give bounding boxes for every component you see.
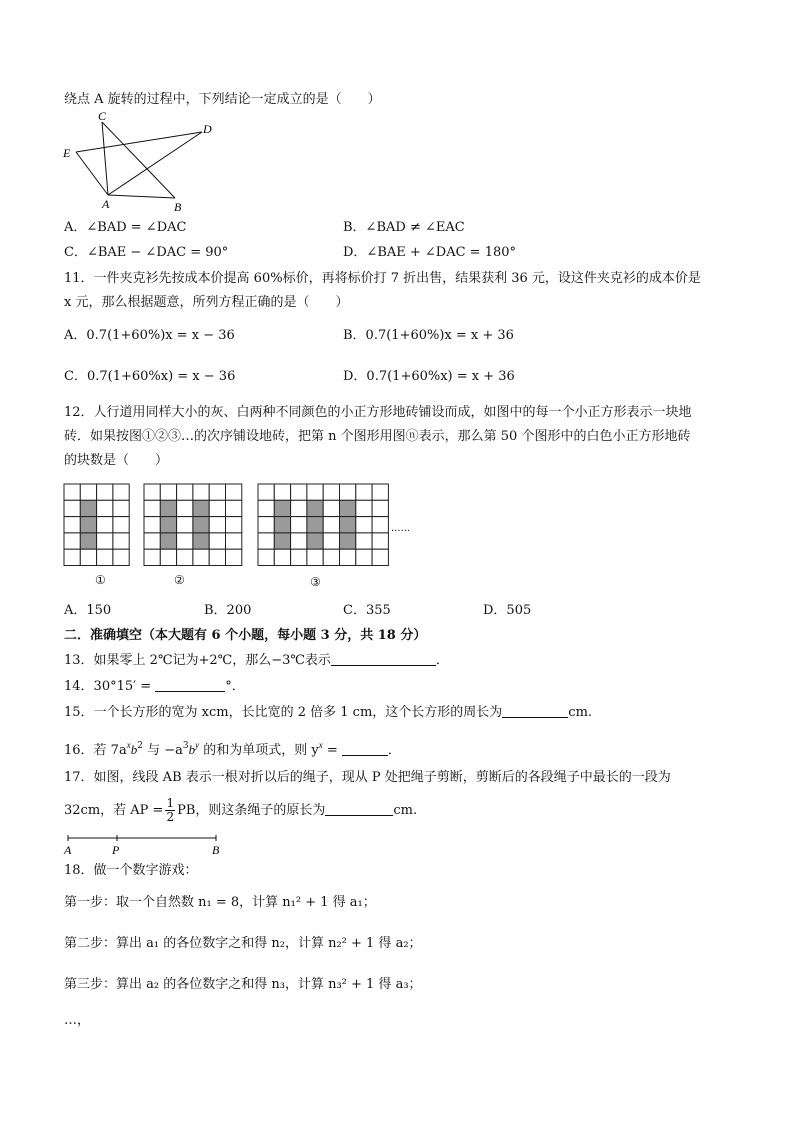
q10-label-a: A bbox=[102, 197, 110, 211]
white-tile bbox=[291, 549, 307, 565]
white-tile bbox=[226, 484, 242, 500]
q16-exp-x: x bbox=[126, 740, 131, 750]
white-tile bbox=[64, 484, 80, 500]
q15-end: cm. bbox=[568, 705, 593, 720]
white-tile bbox=[356, 517, 372, 533]
gray-tile bbox=[307, 500, 323, 516]
q15 bbox=[64, 704, 592, 722]
q16-end: ． bbox=[387, 743, 401, 758]
q10-stem: 绕点 A 旋转的过程中，下列结论一定成立的是（ ） bbox=[64, 92, 381, 107]
white-tile bbox=[97, 517, 113, 533]
white-tile bbox=[291, 517, 307, 533]
white-tile bbox=[144, 500, 160, 516]
white-tile bbox=[64, 517, 80, 533]
white-tile bbox=[340, 484, 356, 500]
gray-tile bbox=[80, 500, 96, 516]
q13-answer-blank[interactable] bbox=[331, 653, 436, 666]
q11-option-d: D．0.7(1+60%x) = x + 36 bbox=[343, 369, 515, 384]
white-tile bbox=[144, 517, 160, 533]
white-tile bbox=[323, 500, 339, 516]
white-tile bbox=[356, 549, 372, 565]
gray-tile bbox=[193, 533, 209, 549]
q17-line2-b: PB，则这条绳子的原长为 bbox=[177, 803, 326, 818]
white-tile bbox=[113, 500, 129, 516]
q16-text-c: 的和为单项式，则 y bbox=[203, 743, 319, 758]
gray-tile bbox=[307, 517, 323, 533]
white-tile bbox=[226, 549, 242, 565]
q12-stem-line1: 12．人行道用同样大小的灰、白两种不同颜色的小正方形地砖铺设而成，如图中的每一个小正方形表示一块地 bbox=[64, 405, 692, 420]
white-tile bbox=[144, 533, 160, 549]
q10-option-b: B．∠BAD ≠ ∠EAC bbox=[343, 220, 465, 235]
gray-tile bbox=[274, 500, 290, 516]
q12-figure-label-2: ② bbox=[174, 573, 185, 587]
q16 bbox=[64, 736, 401, 760]
q16-text-d: = bbox=[322, 743, 342, 758]
white-tile bbox=[307, 549, 323, 565]
q17-fraction bbox=[165, 797, 175, 824]
white-tile bbox=[307, 484, 323, 500]
gray-tile bbox=[274, 517, 290, 533]
gray-tile bbox=[80, 533, 96, 549]
q16-var-b: b bbox=[130, 742, 138, 757]
gray-tile bbox=[80, 517, 96, 533]
white-tile bbox=[291, 484, 307, 500]
white-tile bbox=[144, 549, 160, 565]
q18-intro: 18．做一个数字游戏： bbox=[64, 863, 198, 878]
q12-figure-label-1: ① bbox=[95, 573, 106, 587]
gray-tile bbox=[340, 500, 356, 516]
white-tile bbox=[209, 549, 225, 565]
white-tile bbox=[144, 484, 160, 500]
q11-option-c: C．0.7(1+60%x) = x − 36 bbox=[64, 369, 236, 384]
gray-tile bbox=[160, 533, 176, 549]
white-tile bbox=[193, 484, 209, 500]
q16-exp-3: 3 bbox=[182, 741, 189, 751]
q16-text-b: 与 −a bbox=[147, 743, 183, 758]
q16-var-b2: b bbox=[188, 742, 196, 757]
white-tile bbox=[64, 533, 80, 549]
q11-stem-line1: 11．一件夹克衫先按成本价提高 60%标价，再将标价打 7 折出售，结果获利 36 元，设这件夹克衫的成本价是 bbox=[64, 271, 701, 286]
gray-tile bbox=[160, 500, 176, 516]
white-tile bbox=[291, 500, 307, 516]
q12-stem-line2: 砖．如果按图①②③…的次序铺设地砖，把第 n 个图形用图ⓝ表示，那么第 50 个图形中的白色小正方形地砖 bbox=[64, 429, 691, 444]
white-tile bbox=[177, 517, 193, 533]
q11-option-a: A．0.7(1+60%)x = x − 36 bbox=[64, 328, 235, 343]
gray-tile bbox=[274, 533, 290, 549]
white-tile bbox=[258, 484, 274, 500]
white-tile bbox=[113, 484, 129, 500]
white-tile bbox=[209, 533, 225, 549]
q11-option-b: B．0.7(1+60%)x = x + 36 bbox=[343, 328, 514, 343]
white-tile bbox=[80, 484, 96, 500]
white-tile bbox=[372, 533, 388, 549]
q10-option-c: C．∠BAE − ∠DAC = 90° bbox=[64, 245, 229, 260]
white-tile bbox=[372, 500, 388, 516]
white-tile bbox=[258, 549, 274, 565]
white-tile bbox=[226, 533, 242, 549]
q17-answer-blank[interactable] bbox=[325, 803, 393, 816]
q10-figure bbox=[58, 112, 228, 212]
white-tile bbox=[372, 517, 388, 533]
q12-ellipsis: ...... bbox=[391, 523, 411, 534]
white-tile bbox=[356, 484, 372, 500]
q13-text: 13．如果零上 2℃记为+2℃，那么−3℃表示 bbox=[64, 653, 331, 668]
q12-figure-label-3: ③ bbox=[310, 575, 321, 589]
q13 bbox=[64, 652, 449, 670]
white-tile bbox=[258, 500, 274, 516]
q17-label-a: A bbox=[64, 843, 72, 857]
white-tile bbox=[372, 549, 388, 565]
q14-end: °． bbox=[225, 679, 245, 694]
white-tile bbox=[160, 484, 176, 500]
q10-option-a: A．∠BAD = ∠DAC bbox=[64, 220, 187, 235]
white-tile bbox=[372, 484, 388, 500]
q16-exp-y: y bbox=[195, 740, 200, 750]
white-tile bbox=[258, 517, 274, 533]
q16-exp-x2: x bbox=[318, 740, 323, 750]
q14-answer-blank[interactable] bbox=[155, 679, 225, 692]
gray-tile bbox=[193, 517, 209, 533]
white-tile bbox=[177, 533, 193, 549]
section2-title: 二．准确填空（本大题有 6 个小题，每小题 3 分，共 18 分） bbox=[64, 628, 427, 643]
white-tile bbox=[177, 549, 193, 565]
q16-answer-blank[interactable] bbox=[342, 743, 388, 756]
white-tile bbox=[64, 500, 80, 516]
white-tile bbox=[113, 549, 129, 565]
gray-tile bbox=[340, 517, 356, 533]
white-tile bbox=[226, 500, 242, 516]
white-tile bbox=[97, 500, 113, 516]
q10-option-d: D．∠BAE + ∠DAC = 180° bbox=[343, 245, 517, 260]
q17-line2-a: 32cm，若 AP = bbox=[64, 803, 164, 818]
white-tile bbox=[97, 533, 113, 549]
white-tile bbox=[274, 484, 290, 500]
q17-label-b: B bbox=[212, 843, 220, 857]
white-tile bbox=[97, 549, 113, 565]
q18-step2: 第二步：算出 a₁ 的各位数字之和得 n₂，计算 n₂² + 1 得 a₂； bbox=[64, 936, 422, 951]
white-tile bbox=[226, 517, 242, 533]
q18-step1: 第一步：取一个自然数 n₁ = 8，计算 n₁² + 1 得 a₁； bbox=[64, 895, 376, 910]
q17-label-p: P bbox=[112, 843, 120, 857]
q12-option-a: A．150 bbox=[64, 603, 112, 618]
q14 bbox=[64, 678, 245, 696]
white-tile bbox=[323, 484, 339, 500]
q10-label-c: C bbox=[98, 112, 107, 123]
q10-label-e: E bbox=[63, 146, 71, 160]
q18-ellipsis: …， bbox=[64, 1013, 91, 1028]
q13-end: ． bbox=[435, 653, 449, 668]
q16-exp-2: 2 bbox=[137, 741, 143, 751]
white-tile bbox=[258, 533, 274, 549]
white-tile bbox=[209, 517, 225, 533]
gray-tile bbox=[193, 500, 209, 516]
q17-line1: 17．如图，线段 AB 表示一根对折以后的绳子，现从 P 处把绳子剪断，剪断后的各段绳子中最长的一段为 bbox=[64, 770, 671, 785]
q12-option-d: D．505 bbox=[483, 603, 532, 618]
q14-text: 14．30°15′ = bbox=[64, 679, 152, 694]
white-tile bbox=[177, 484, 193, 500]
white-tile bbox=[323, 517, 339, 533]
gray-tile bbox=[307, 533, 323, 549]
gray-tile bbox=[160, 517, 176, 533]
q12-option-c: C．355 bbox=[343, 603, 391, 618]
white-tile bbox=[209, 484, 225, 500]
white-tile bbox=[323, 549, 339, 565]
white-tile bbox=[113, 517, 129, 533]
white-tile bbox=[209, 500, 225, 516]
white-tile bbox=[97, 484, 113, 500]
white-tile bbox=[274, 549, 290, 565]
white-tile bbox=[291, 533, 307, 549]
q11-stem-line2: x 元，那么根据题意，所列方程正确的是（ ） bbox=[64, 295, 349, 310]
white-tile bbox=[356, 533, 372, 549]
white-tile bbox=[340, 549, 356, 565]
q17-segment-figure bbox=[62, 832, 232, 860]
q10-label-d: D bbox=[203, 122, 212, 136]
white-tile bbox=[160, 549, 176, 565]
q17-frac-den: 2 bbox=[166, 810, 175, 824]
q17-line2 bbox=[64, 796, 417, 826]
white-tile bbox=[193, 549, 209, 565]
white-tile bbox=[323, 533, 339, 549]
q10-label-b: B bbox=[174, 200, 182, 212]
q17-line2-c: cm. bbox=[393, 803, 418, 818]
white-tile bbox=[113, 533, 129, 549]
q12-tile-figures bbox=[62, 482, 422, 592]
q16-text-a: 16．若 7a bbox=[64, 743, 127, 758]
q18-step3: 第三步：算出 a₂ 的各位数字之和得 n₃，计算 n₃² + 1 得 a₃； bbox=[64, 977, 422, 992]
white-tile bbox=[80, 549, 96, 565]
q12-option-b: B．200 bbox=[204, 603, 252, 618]
gray-tile bbox=[340, 533, 356, 549]
white-tile bbox=[64, 549, 80, 565]
q15-text: 15．一个长方形的宽为 xcm，长比宽的 2 倍多 1 cm，这个长方形的周长为 bbox=[64, 705, 503, 720]
white-tile bbox=[177, 500, 193, 516]
q17-frac-num: 1 bbox=[166, 796, 175, 810]
white-tile bbox=[356, 500, 372, 516]
q12-stem-line3: 的块数是（ ） bbox=[64, 453, 169, 468]
q15-answer-blank[interactable] bbox=[502, 705, 568, 718]
